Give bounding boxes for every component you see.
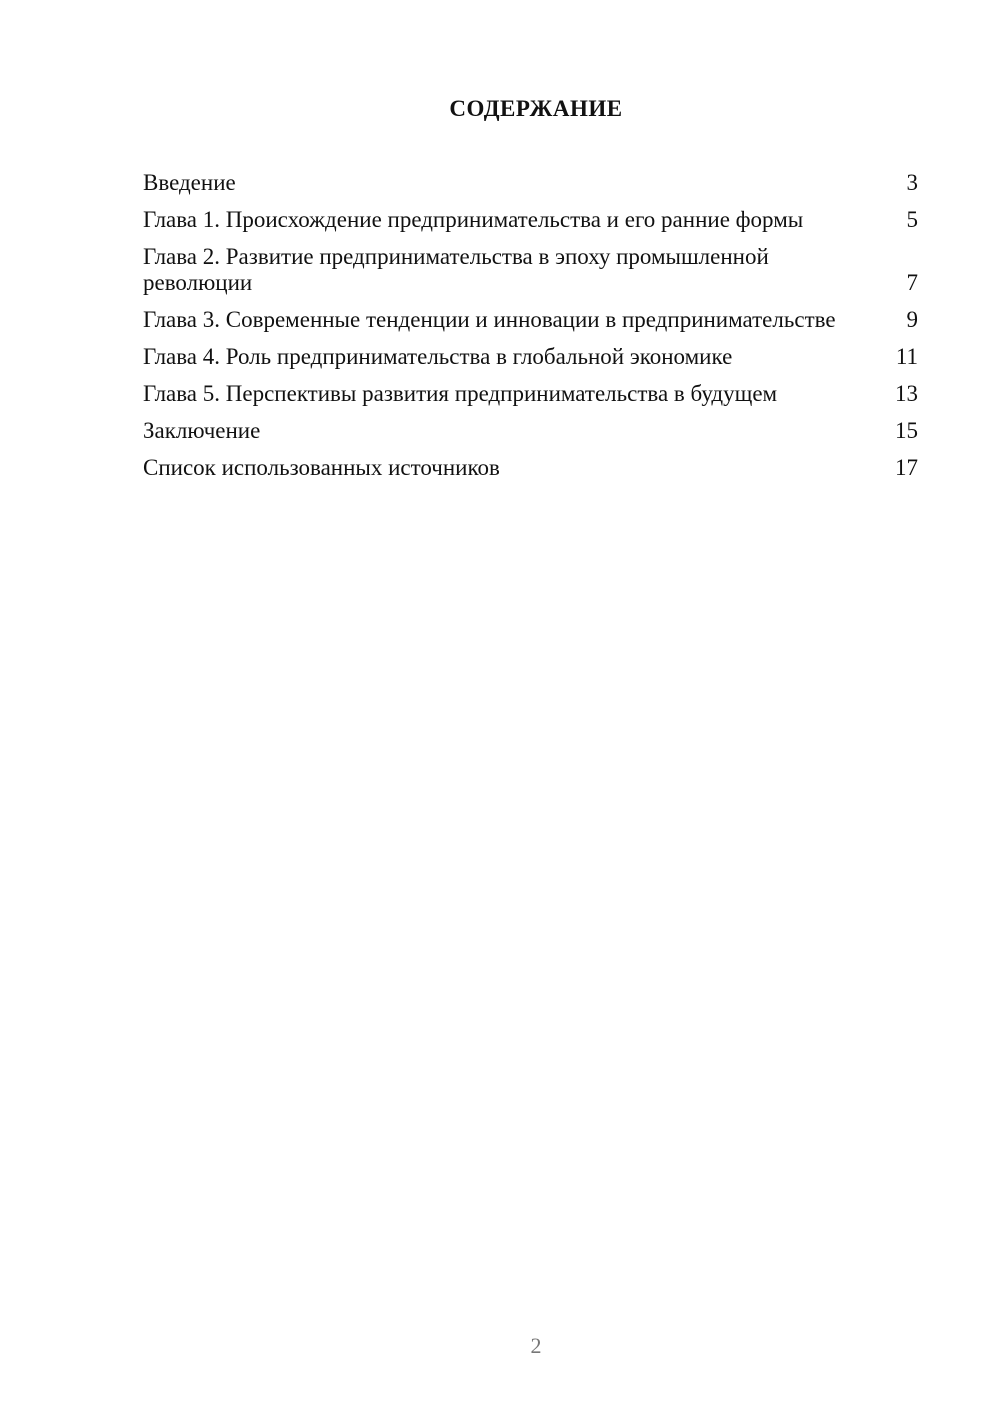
toc-entry-chapter-4 (143, 344, 918, 370)
toc-entry-page: 15 (895, 418, 918, 443)
toc-entry-chapter-3 (143, 307, 918, 333)
toc-entry-label: Заключение (143, 418, 261, 443)
toc-entry-page: 11 (895, 344, 918, 369)
toc-entry-page: 9 (906, 307, 918, 332)
toc-entry-chapter-1 (143, 207, 918, 233)
toc-entry-label: Список использованных источников (143, 455, 500, 480)
toc-entry-page: 13 (895, 381, 918, 406)
toc-entry-label: Глава 2. Развитие предпринимательства в эпоху промышленной революции (143, 244, 769, 295)
toc-entry-label: Введение (143, 170, 236, 195)
toc-entry-page: 3 (906, 170, 918, 195)
toc-entry-page: 7 (906, 270, 918, 295)
toc-entry-label: Глава 4. Роль предпринимательства в глобальной экономике (143, 344, 733, 369)
toc-entry-page: 5 (906, 207, 918, 232)
toc-entry-label: Глава 5. Перспективы развития предпринимательства в будущем (143, 381, 778, 406)
toc-entry-label: Глава 1. Происхождение предпринимательства и его ранние формы (143, 207, 804, 232)
toc-entry-conclusion (143, 418, 918, 444)
table-of-contents (143, 170, 918, 492)
toc-entry-references (143, 455, 918, 481)
toc-entry-label: Глава 3. Современные тенденции и инновации в предпринимательстве (143, 307, 836, 332)
toc-entry-chapter-5 (143, 381, 918, 407)
page-title: СОДЕРЖАНИЕ (449, 96, 623, 121)
page-number: 2 (530, 1333, 542, 1358)
toc-entry-page: 17 (895, 455, 918, 480)
toc-entry-introduction (143, 170, 918, 196)
toc-entry-chapter-2 (143, 244, 918, 296)
